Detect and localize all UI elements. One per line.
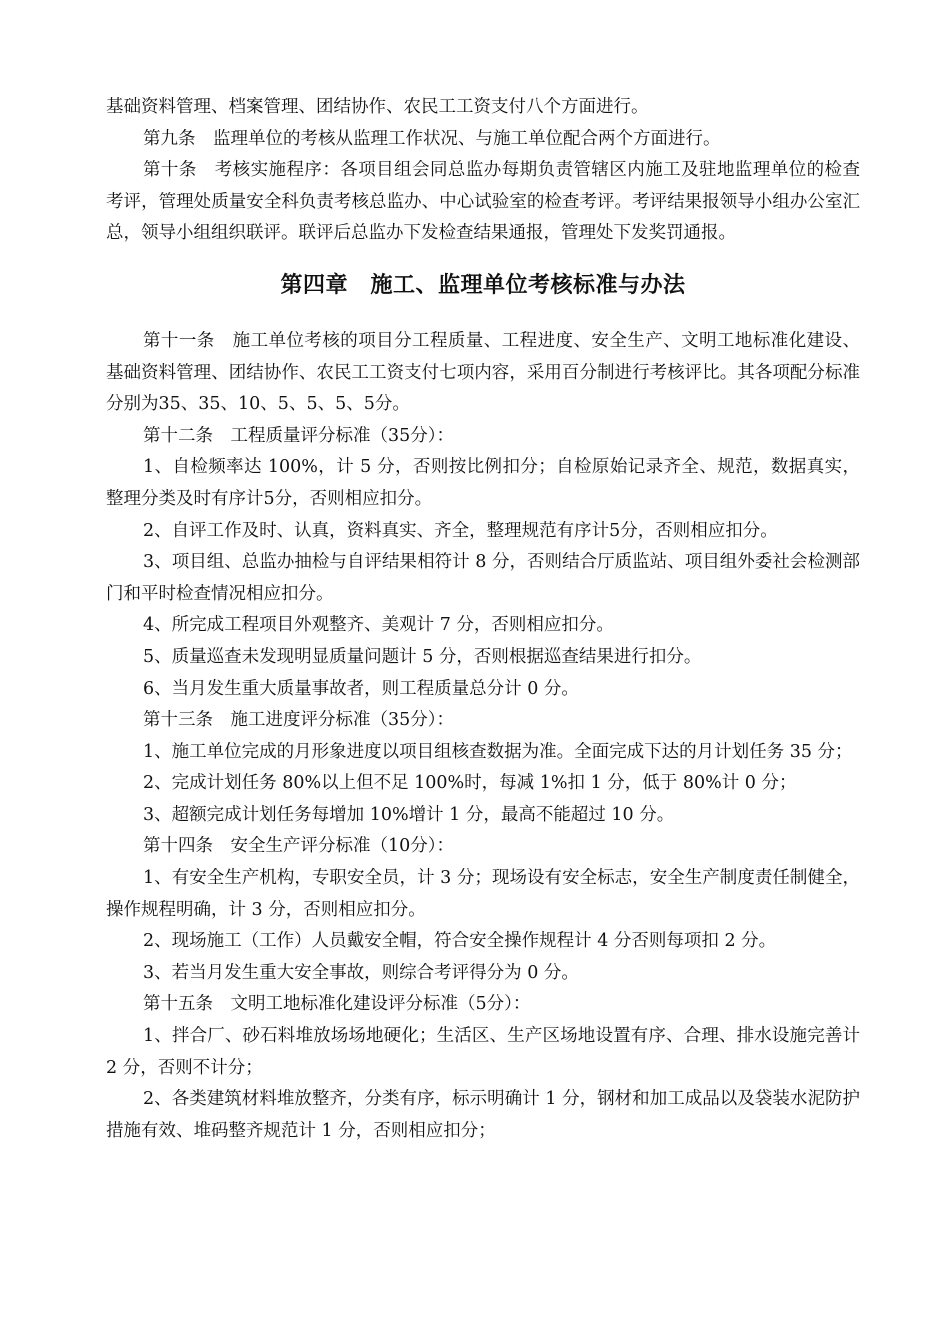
article-14-heading: 第十四条 安全生产评分标准（10分）： [143, 836, 455, 857]
article-11: 第十一条 施工单位考核的项目分工程质量、工程进度、安全生产、文明工地标准化建设、基础资料管理、团结协作、农民工工资支付七项内容，采用百分制进行考核评比。其各项配分标准分别为35、35、10、5、5、5、5分。 [106, 330, 860, 415]
article-12-item-4: 4、所完成工程项目外观整齐、美观计 7 分，否则相应扣分。 [143, 615, 614, 636]
article-15-item-2: 2、各类建筑材料堆放整齐，分类有序，标示明确计 1 分，钢材和加工成品以及袋装水泥防护措施有效、堆码整齐规范计 1 分，否则相应扣分； [106, 1089, 860, 1141]
article-15-item-1: 1、拌合厂、砂石料堆放场场地硬化；生活区、生产区场地设置有序、合理、排水设施完善计 2 分，否则不计分； [106, 1026, 860, 1078]
article-14-item-2: 2、现场施工（工作）人员戴安全帽，符合安全操作规程计 4 分否则每项扣 2 分。 [143, 931, 777, 952]
article-13-item-2: 2、完成计划任务 80%以上但不足 100%时，每减 1%扣 1 分，低于 80%计 0 分； [143, 773, 797, 794]
article-12-item-3: 3、项目组、总监办抽检与自评结果相符计 8 分，否则结合厅质监站、项目组外委社会检测部门和平时检查情况相应扣分。 [106, 552, 860, 604]
article-9: 第九条 监理单位的考核从监理工作状况、与施工单位配合两个方面进行。 [143, 128, 721, 149]
article-14-item-1: 1、有安全生产机构，专职安全员，计 3 分；现场设有安全标志，安全生产制度责任制健全，操作规程明确，计 3 分，否则相应扣分。 [106, 868, 860, 920]
article-12-item-6: 6、当月发生重大质量事故者，则工程质量总分计 0 分。 [143, 678, 579, 699]
article-13-item-1: 1、施工单位完成的月形象进度以项目组核查数据为准。全面完成下达的月计划任务 35 分； [143, 741, 853, 762]
article-13-heading: 第十三条 施工进度评分标准（35分）： [143, 710, 455, 731]
article-12-heading: 第十二条 工程质量评分标准（35分）： [143, 425, 455, 446]
article-14-item-3: 3、若当月发生重大安全事故，则综合考评得分为 0 分。 [143, 962, 579, 983]
article-12-item-5: 5、质量巡查未发现明显质量问题计 5 分，否则根据巡查结果进行扣分。 [143, 646, 702, 667]
continuation-paragraph: 基础资料管理、档案管理、团结协作、农民工工资支付八个方面进行。 [106, 97, 649, 117]
article-13-item-3: 3、超额完成计划任务每增加 10%增计 1 分，最高不能超过 10 分。 [143, 804, 675, 825]
chapter-title: 第四章 施工、监理单位考核标准与办法 [280, 271, 686, 298]
document-page [106, 92, 860, 1147]
article-12-item-1: 1、自检频率达 100%，计 5 分，否则按比例扣分；自检原始记录齐全、规范，数据真实，整理分类及时有序计5分，否则相应扣分。 [106, 457, 860, 509]
article-10: 第十条 考核实施程序：各项目组会同总监办每期负责管辖区内施工及驻地监理单位的检查考评，管理处质量安全科负责考核总监办、中心试验室的检查考评。考评结果报领导小组办公室汇总，领导小组组织联评。联评后总监办下发检查结果通报，管理处下发奖罚通报。 [106, 160, 860, 244]
article-12-item-2: 2、自评工作及时、认真，资料真实、齐全，整理规范有序计5分，否则相应扣分。 [143, 520, 778, 541]
article-15-heading: 第十五条 文明工地标准化建设评分标准（5分）： [143, 994, 531, 1015]
